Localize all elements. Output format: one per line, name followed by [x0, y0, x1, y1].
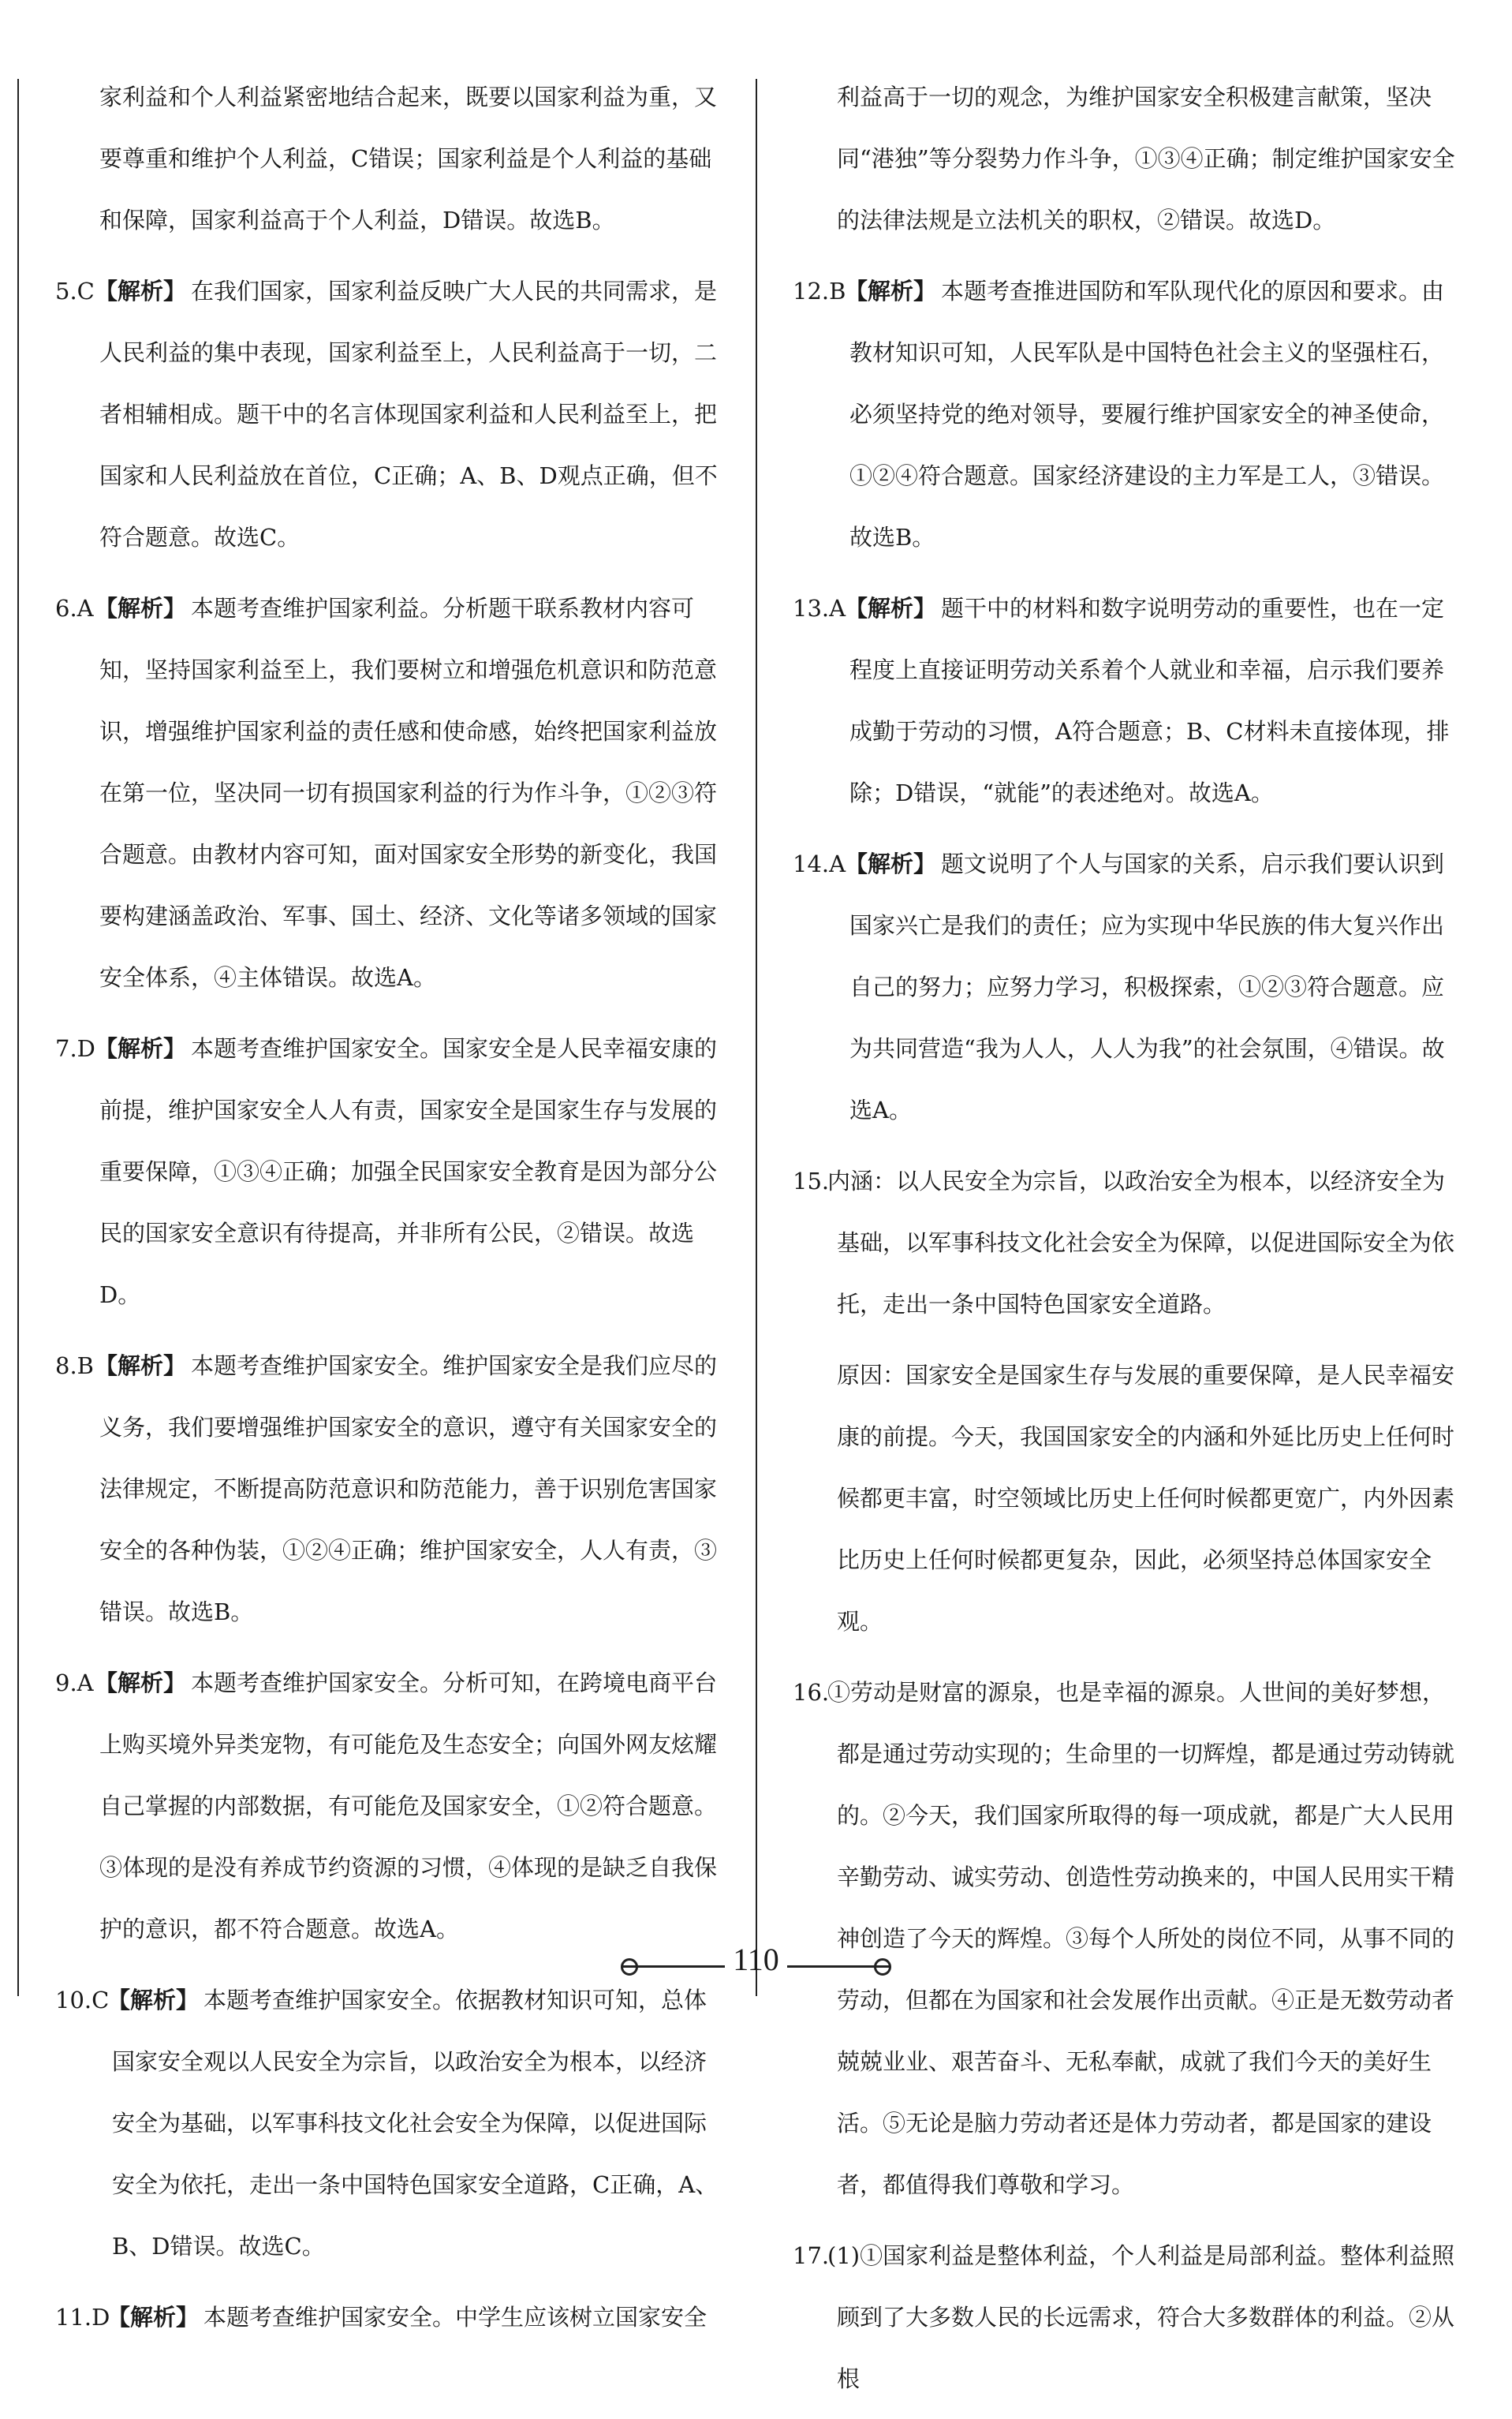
- question-number: 5.C: [55, 278, 95, 305]
- entry-text: 题文说明了个人与国家的关系，启示我们要认识到国家兴亡是我们的责任；应为实现中华民族的伟大复兴作出自己的努力；应努力学习，积极探索，①②③符合题意。应为共同营造“我为人人，人人为我”的社会氛围，④错误。故选A。: [849, 851, 1445, 1124]
- ornament-line: [787, 1965, 890, 1968]
- question-number: 12.B: [793, 278, 846, 305]
- question-number: 9.A: [55, 1669, 94, 1696]
- answer-entry: [793, 833, 1463, 1141]
- question-number: 16.: [793, 1679, 830, 1706]
- page-footer: [0, 1941, 1512, 1978]
- ornament-line: [622, 1965, 725, 1968]
- entry-text: 内涵：以人民安全为宗旨，以政治安全为根本，以经济安全为基础，以军事科技文化社会安全为保障，以促进国际安全为依托，走出一条中国特色国家安全道路。: [827, 1168, 1455, 1318]
- entry-text: 本题考查维护国家利益。分析题干联系教材内容可知，坚持国家利益至上，我们要树立和增强危机意识和防范意识，增强维护国家利益的责任感和使命感，始终把国家利益放在第一位，坚决同一切有损国家利益的行为作斗争，①②③符合题意。由教材内容可知，面对国家安全形势的新变化，我国要构建涵盖政治、军事、国土、经济、文化等诸多领域的国家安全体系，④主体错误。故选A。: [99, 595, 718, 991]
- entry-text: 本题考查推进国防和军队现代化的原因和要求。由教材知识可知，人民军队是中国特色社会主义的坚强柱石，必须坚持党的绝对领导，要履行维护国家安全的神圣使命，①②④符合题意。国家经济建设的主力军是工人，③错误。故选B。: [849, 278, 1445, 551]
- entry-text: 本题考查维护国家安全。依据教材知识可知，总体国家安全观以人民安全为宗旨，以政治安全为根本，以经济安全为基础，以军事科技文化社会安全为保障，以促进国际安全为依托，走出一条中国特色国家安全道路，C正确，A、B、D错误。故选C。: [112, 1987, 719, 2260]
- entry-text: ①劳动是财富的源泉，也是幸福的源泉。人世间的美好梦想，都是通过劳动实现的；生命里的一切辉煌，都是通过劳动铸就的。②今天，我们国家所取得的每一项成就，都是广大人民用辛勤劳动、诚实劳动、创造性劳动换来的，中国人民用实干精神创造了今天的辉煌。③每个人所处的岗位不同，从事不同的劳动，但都在为国家和社会发展作出贡献。④正是无数劳动者兢兢业业、艰苦奋斗、无私奉献，成就了我们今天的美好生活。⑤无论是脑力劳动者还是体力劳动者，都是国家的建设者，都值得我们尊敬和学习。: [827, 1679, 1455, 2198]
- answer-entry: [55, 1018, 726, 1325]
- answer-entry: [793, 1344, 1463, 1652]
- right-column: [793, 66, 1463, 2419]
- question-number: 11.D: [55, 2304, 110, 2331]
- analysis-tag: 【解析】: [95, 1352, 187, 1379]
- question-number: 15.: [793, 1168, 830, 1195]
- entry-text: 本题考查维护国家安全。分析可知，在跨境电商平台上购买境外异类宠物，有可能危及生态安全；向国外网友炫耀自己掌握的内部数据，有可能危及国家安全，①②符合题意。③体现的是没有养成节约资源的习惯，④体现的是缺乏自我保护的意识，都不符合题意。故选A。: [99, 1669, 718, 1942]
- center-column-divider: [756, 79, 757, 1996]
- left-margin-rule: [17, 79, 19, 1996]
- answer-entry: [55, 1335, 726, 1643]
- answer-entry: [793, 1150, 1463, 1335]
- question-number: 14.A: [793, 851, 846, 877]
- entry-text: 本题考查维护国家安全。国家安全是人民幸福安康的前提，维护国家安全人人有责，国家安全是国家生存与发展的重要保障，①③④正确；加强全民国家安全教育是因为部分公民的国家安全意识有待提高，并非所有公民，②错误。故选D。: [99, 1035, 718, 1308]
- answer-entry: [793, 578, 1463, 824]
- entry-text: 家利益和个人利益紧密地结合起来，既要以国家利益为重，又要尊重和维护个人利益，C错误；国家利益是个人利益的基础和保障，国家利益高于个人利益，D错误。故选B。: [99, 84, 718, 234]
- question-number: 10.C: [55, 1987, 110, 2013]
- answer-entry: [55, 578, 726, 1008]
- question-number: 13.A: [793, 595, 846, 622]
- analysis-tag: 【解析】: [107, 1987, 200, 2013]
- entry-text: 在我们国家，国家利益反映广大人民的共同需求，是人民利益的集中表现，国家利益至上，人民利益高于一切，二者相辅相成。题干中的名言体现国家利益和人民利益至上，把国家和人民利益放在首位，C正确；A、B、D观点正确，但不符合题意。故选C。: [99, 278, 718, 551]
- answer-entry: [55, 66, 726, 251]
- question-number: 6.A: [55, 595, 94, 622]
- analysis-tag: 【解析】: [845, 851, 937, 877]
- analysis-tag: 【解析】: [95, 1035, 187, 1062]
- answer-entry: [55, 1652, 726, 1960]
- answer-entry: [793, 2225, 1463, 2410]
- left-column: [55, 66, 726, 2357]
- answer-entry: [793, 66, 1463, 251]
- entry-text: 本题考查维护国家安全。中学生应该树立国家安全: [203, 2304, 707, 2331]
- analysis-tag: 【解析】: [95, 595, 187, 622]
- answer-entry: [55, 2286, 726, 2348]
- analysis-tag: 【解析】: [845, 595, 937, 622]
- answer-entry: [55, 1969, 726, 2277]
- entry-text: (1)①国家利益是整体利益，个人利益是局部利益。整体利益照顾到了大多数人民的长远需求，符合大多数群体的利益。②从根: [827, 2242, 1455, 2392]
- entry-text: 利益高于一切的观念，为维护国家安全积极建言献策，坚决同“港独”等分裂势力作斗争，①③④正确；制定维护国家安全的法律法规是立法机关的职权，②错误。故选D。: [837, 84, 1455, 234]
- entry-text: 题干中的材料和数字说明劳动的重要性，也在一定程度上直接证明劳动关系着个人就业和幸福，启示我们要养成勤于劳动的习惯，A符合题意；B、C材料未直接体现，排除；D错误，“就能”的表述绝对。故选A。: [849, 595, 1450, 806]
- answer-entry: [793, 1662, 1463, 2215]
- analysis-tag: 【解析】: [95, 278, 187, 305]
- entry-text: 本题考查维护国家安全。维护国家安全是我们应尽的义务，我们要增强维护国家安全的意识，遵守有关国家安全的法律规定，不断提高防范意识和防范能力，善于识别危害国家安全的各种伪装，①②④正确；维护国家安全，人人有责，③错误。故选B。: [99, 1352, 718, 1625]
- question-number: 7.D: [55, 1035, 95, 1062]
- answer-entry: [793, 260, 1463, 568]
- question-number: 8.B: [55, 1352, 94, 1379]
- analysis-tag: 【解析】: [95, 1669, 187, 1696]
- answer-entry: [55, 260, 726, 568]
- page-number: 110: [733, 1942, 779, 1977]
- entry-text: 原因：国家安全是国家生存与发展的重要保障，是人民幸福安康的前提。今天，我国国家安全的内涵和外延比历史上任何时候都更丰富，时空领域比历史上任何时候都更宽广，内外因素比历史上任何时候都更复杂，因此，必须坚持总体国家安全观。: [837, 1362, 1455, 1635]
- question-number: 17.: [793, 2242, 830, 2269]
- analysis-tag: 【解析】: [107, 2304, 200, 2331]
- analysis-tag: 【解析】: [845, 278, 937, 305]
